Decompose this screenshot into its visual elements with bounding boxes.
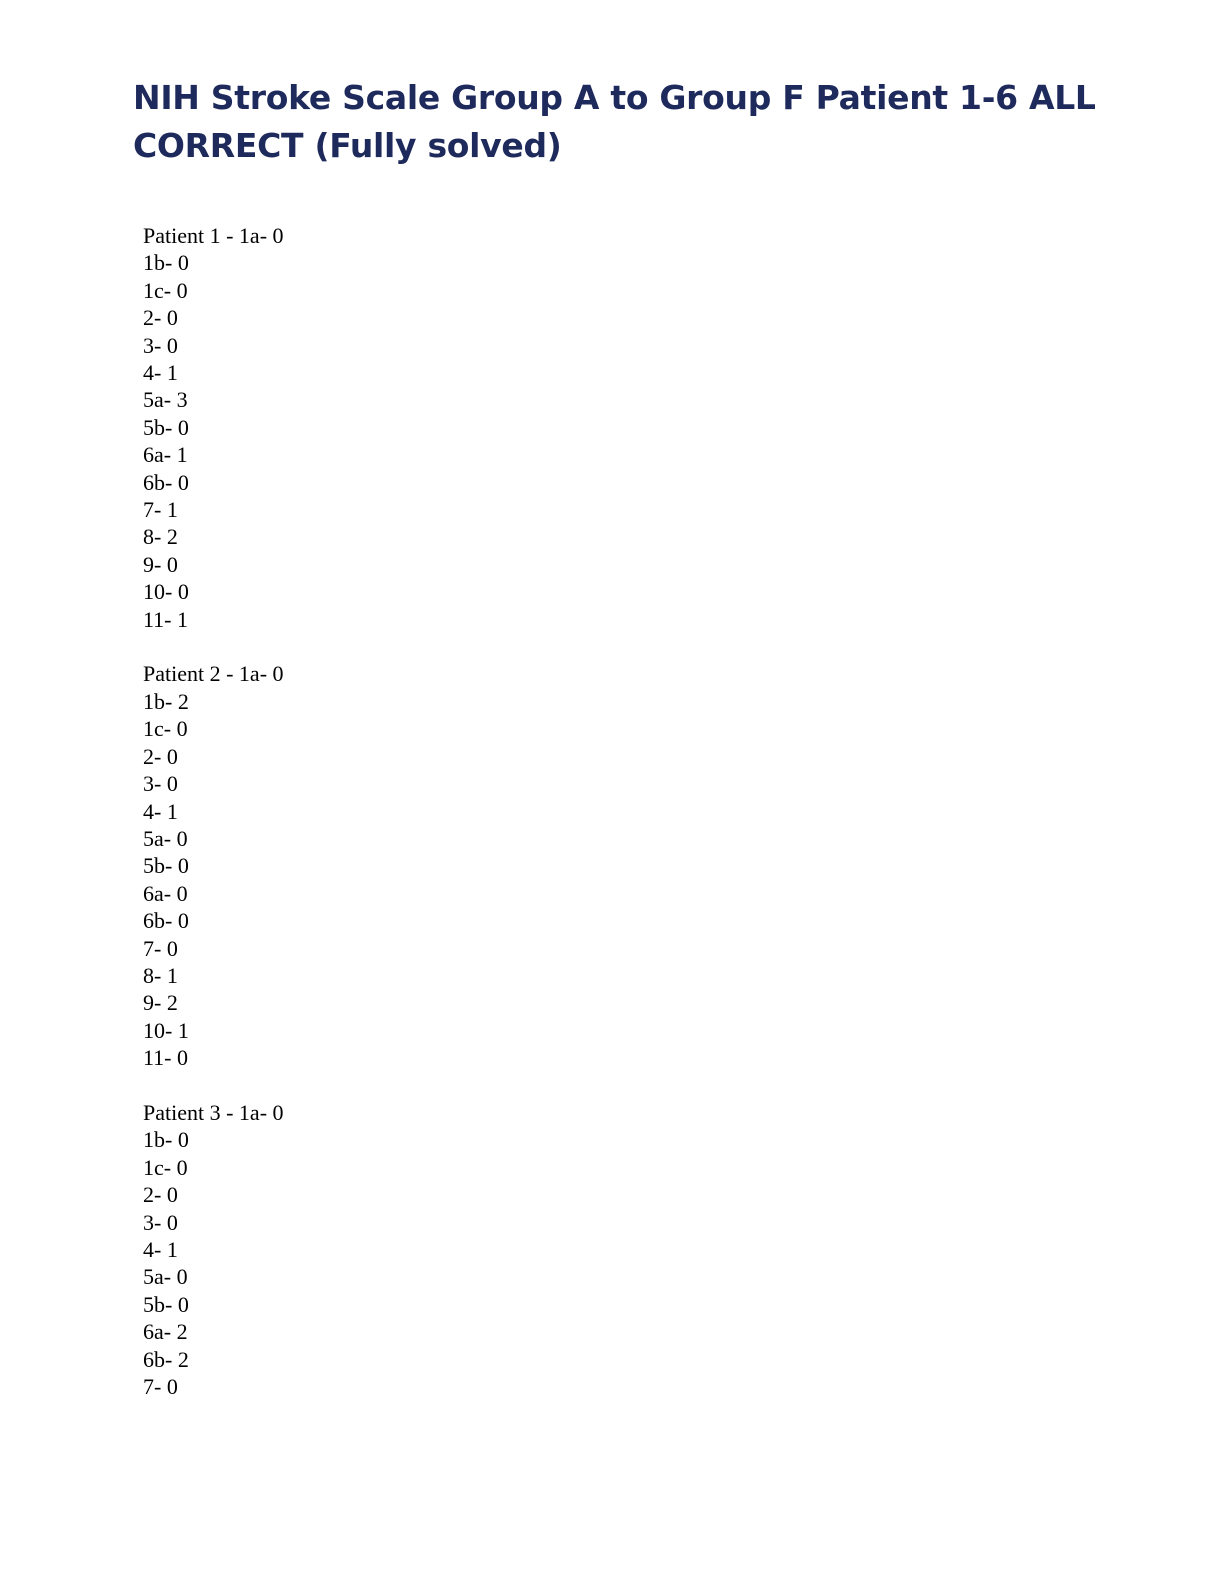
score-line: 6a- 1 (143, 442, 188, 468)
score-line: 6a- 0 (143, 880, 188, 906)
score-line: 5a- 0 (143, 1264, 188, 1290)
score-line: 3- 0 (143, 771, 178, 797)
score-line: 9- 0 (143, 551, 178, 577)
score-line: 4- 1 (143, 360, 178, 386)
score-line: 1c- 0 (143, 716, 188, 742)
score-line: 1b- 0 (143, 1127, 189, 1153)
score-line: 5b- 0 (143, 1291, 189, 1317)
score-line: 1b- 0 (143, 250, 189, 276)
score-line: 2- 0 (143, 1182, 178, 1208)
score-line: 8- 2 (143, 524, 178, 550)
score-line: 5b- 0 (143, 414, 189, 440)
score-line: 9- 2 (143, 990, 178, 1016)
score-line: 7- 0 (143, 1374, 178, 1400)
score-line: 7- 1 (143, 497, 178, 523)
score-line: 3- 0 (143, 1209, 178, 1235)
patient-heading-line: Patient 3 - 1a- 0 (143, 1099, 284, 1125)
score-line: 2- 0 (143, 305, 178, 331)
score-line: 7- 0 (143, 935, 178, 961)
score-line: 5a- 0 (143, 825, 188, 851)
patient-heading-line: Patient 1 - 1a- 0 (143, 223, 284, 248)
score-line: 3- 0 (143, 332, 178, 358)
score-line: 11- 1 (143, 606, 189, 632)
patient-2-block (143, 660, 843, 1071)
patient-heading-line: Patient 2 - 1a- 0 (143, 661, 284, 687)
score-line: 6b- 2 (143, 1346, 189, 1372)
score-line: 10- 1 (143, 1017, 189, 1043)
score-line: 1c- 0 (143, 277, 188, 303)
document-body (143, 222, 843, 1428)
score-line: 4- 1 (143, 798, 178, 824)
score-line: 11- 0 (143, 1045, 189, 1071)
score-line: 8- 1 (143, 962, 178, 988)
score-line: 1b- 2 (143, 688, 189, 714)
score-line: 5b- 0 (143, 853, 189, 879)
score-line: 6b- 0 (143, 469, 189, 495)
patient-1-block (143, 222, 843, 633)
document-title: NIH Stroke Scale Group A to Group F Patient 1-6 ALL CORRECT (Fully solved) (133, 78, 1096, 165)
score-line: 2- 0 (143, 743, 178, 769)
score-line: 6b- 0 (143, 908, 189, 934)
score-line: 4- 1 (143, 1237, 178, 1262)
score-line: 5a- 3 (143, 387, 188, 413)
score-line: 1c- 0 (143, 1154, 188, 1180)
patient-3-block (143, 1099, 843, 1400)
score-line: 10- 0 (143, 579, 189, 605)
score-line: 6a- 2 (143, 1319, 188, 1345)
